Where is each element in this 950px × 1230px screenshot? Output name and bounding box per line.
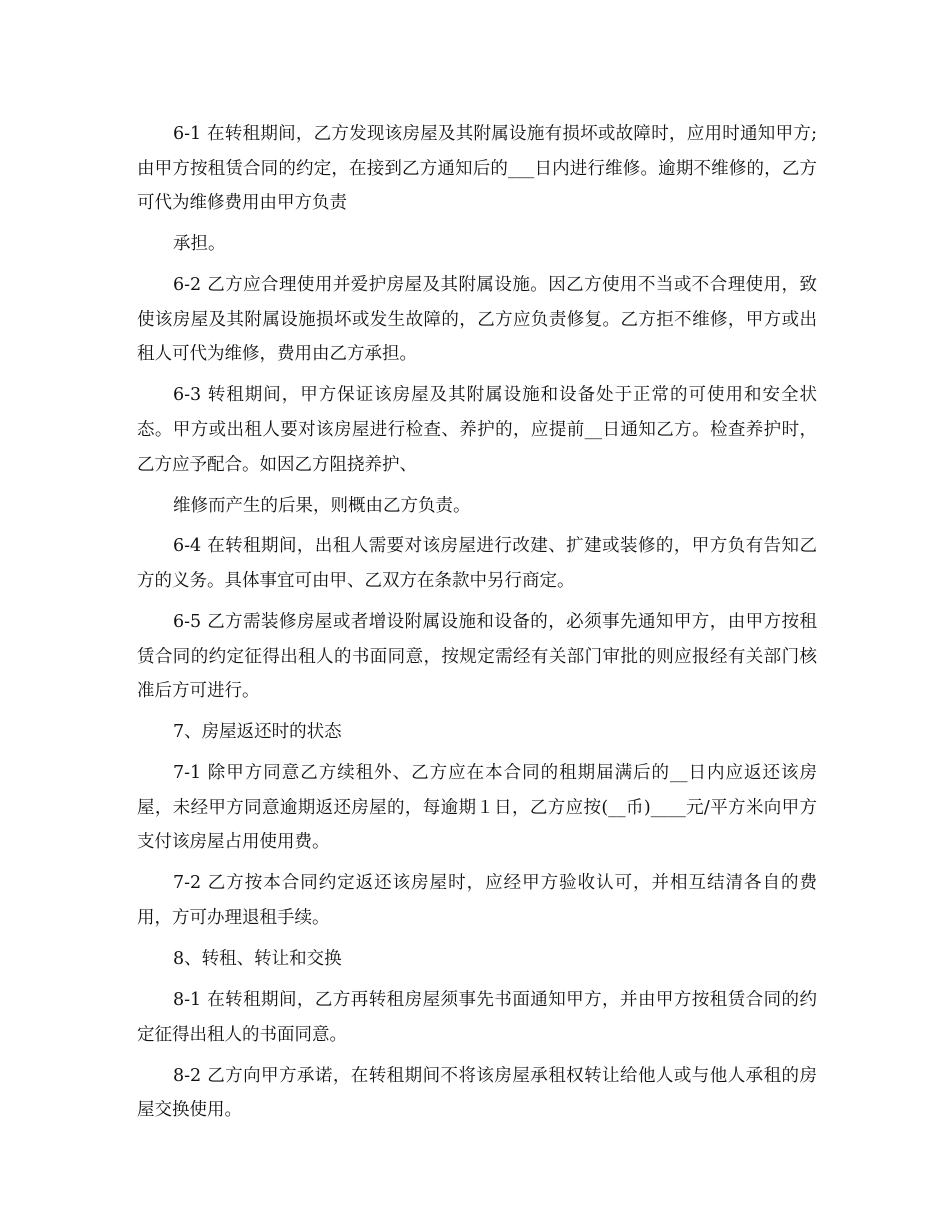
clause-8-1: 8-1 在转租期间，乙方再转租房屋须事先书面通知甲方，并由甲方按租赁合同的约定征得出租人的书面同意。 [137, 989, 817, 1045]
clause-7-1: 7-1 除甲方同意乙方续租外、乙方应在本合同的租期届满后的__日内应返还该房屋，未经甲方同意逾期返还房屋的，每逾期１日，乙方应按(__币)____元/平方米向甲方支付该房屋占用使用费。 [137, 763, 817, 853]
clause-6-3: 6-3 转租期间，甲方保证该房屋及其附属设施和设备处于正常的可使用和安全状态。甲方或出租人要对该房屋进行检查、养护的，应提前__日通知乙方。检查养护时，乙方应予配合。如因乙方阻挠养护、 [137, 385, 817, 475]
clause-7-2: 7-2 乙方按本合同约定返还该房屋时，应经甲方验收认可，并相互结清各自的费用，方可办理退租手续。 [137, 873, 817, 928]
clause-8-2: 8-2 乙方向甲方承诺，在转租期间不将该房屋承租权转让给他人或与他人承租的房屋交换使用。 [137, 1065, 817, 1121]
clause-6-3-continuation: 维修而产生的后果，则概由乙方负责。 [173, 495, 471, 516]
clause-6-4: 6-4 在转租期间，出租人需要对该房屋进行改建、扩建或装修的，甲方负有告知乙方的义务。具体事宜可由甲、乙双方在条款中另行商定。 [137, 536, 817, 592]
section-heading-8: 8、转租、转让和交换 [173, 948, 342, 969]
clause-6-2: 6-2 乙方应合理使用并爱护房屋及其附属设施。因乙方使用不当或不合理使用，致使该房屋及其附属设施损坏或发生故障的，乙方应负责修复。乙方拒不维修，甲方或出租人可代为维修，费用由乙方承担。 [137, 275, 817, 365]
clause-6-5: 6-5 乙方需装修房屋或者增设附属设施和设备的，必须事先通知甲方，由甲方按租赁合同的约定征得出租人的书面同意，按规定需经有关部门审批的则应报经有关部门核准后方可进行。 [137, 612, 817, 702]
section-heading-7: 7、房屋返还时的状态 [173, 722, 342, 743]
document-body [137, 117, 817, 1134]
clause-6-1: 6-1 在转租期间，乙方发现该房屋及其附属设施有损坏或故障时，应用时通知甲方;由甲方按租赁合同的约定，在接到乙方通知后的___日内进行维修。逾期不维修的，乙方可代为维修费用由甲方负责 [137, 124, 817, 214]
clause-6-1-continuation: 承担。 [173, 234, 226, 255]
